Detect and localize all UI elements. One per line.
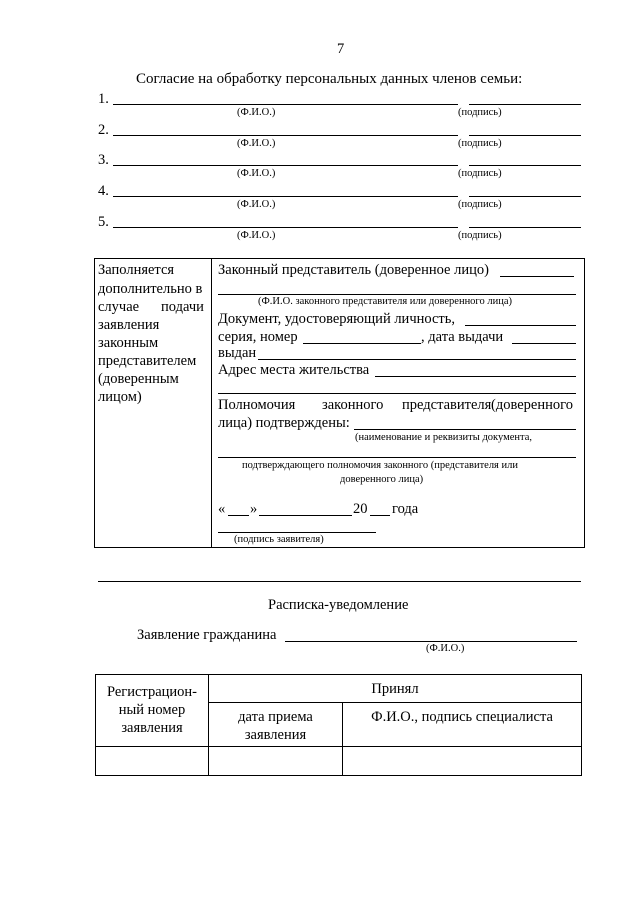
authority-word: представителя bbox=[402, 397, 492, 413]
signature-caption: (подпись) bbox=[458, 199, 502, 210]
signature-caption: (подпись) bbox=[458, 230, 502, 241]
name-caption: (Ф.И.О.) bbox=[237, 199, 276, 210]
signature-blank[interactable] bbox=[469, 165, 581, 166]
reg-number-header-line: заявления bbox=[121, 720, 183, 736]
accepted-header: Принял bbox=[371, 681, 419, 697]
issued-by-label: выдан bbox=[218, 345, 257, 361]
issue-date-blank[interactable] bbox=[512, 343, 576, 344]
date-close-quote: » bbox=[250, 501, 258, 517]
reg-number-header bbox=[96, 683, 208, 737]
signature-blank[interactable] bbox=[469, 196, 581, 197]
authority-caption-1: (наименование и реквизиты документа, bbox=[355, 432, 533, 443]
id-doc-blank[interactable] bbox=[465, 325, 576, 326]
legal-rep-blank[interactable] bbox=[500, 276, 574, 277]
row-number: 5. bbox=[98, 214, 109, 230]
authority-word: Полномочия bbox=[218, 397, 296, 413]
id-doc-label: Документ, удостоверяющий личность, bbox=[218, 311, 455, 327]
legal-rep-name-blank[interactable] bbox=[218, 294, 576, 295]
name-blank[interactable] bbox=[113, 227, 458, 228]
address-blank-2[interactable] bbox=[218, 393, 576, 394]
applicant-signature-caption: (подпись заявителя) bbox=[234, 534, 324, 545]
accept-date-header-line: дата приема bbox=[238, 709, 313, 725]
authority-caption-3: доверенного лица) bbox=[340, 474, 424, 485]
note-line: лицом) bbox=[98, 389, 142, 405]
row-number: 1. bbox=[98, 91, 109, 107]
reg-number-header-line: Регистрацион- bbox=[106, 684, 197, 700]
applicant-signature-blank[interactable] bbox=[218, 532, 376, 533]
consent-title: Согласие на обработку персональных данных членов семьи: bbox=[136, 71, 523, 87]
signature-blank[interactable] bbox=[469, 227, 581, 228]
reg-number-header-line: ный номер bbox=[118, 702, 186, 718]
issued-by-blank[interactable] bbox=[258, 359, 576, 360]
date-year-suffix: года bbox=[392, 501, 419, 517]
address-blank[interactable] bbox=[375, 376, 576, 377]
note-line: представителем bbox=[98, 353, 197, 369]
row-number: 2. bbox=[98, 122, 109, 138]
authority-word: (доверенного bbox=[491, 397, 573, 413]
name-blank[interactable] bbox=[113, 165, 458, 166]
applicant-name-blank[interactable] bbox=[285, 641, 577, 642]
specialist-cell[interactable] bbox=[343, 747, 581, 775]
accept-date-header bbox=[209, 708, 342, 744]
applicant-label: Заявление гражданина bbox=[137, 627, 277, 643]
date-year-prefix: 20 bbox=[353, 501, 368, 517]
name-blank[interactable] bbox=[113, 135, 458, 136]
applicant-caption: (Ф.И.О.) bbox=[426, 643, 465, 654]
receipt-title: Расписка-уведомление bbox=[268, 597, 409, 613]
name-blank[interactable] bbox=[113, 104, 458, 105]
signature-caption: (подпись) bbox=[458, 168, 502, 179]
accept-date-cell[interactable] bbox=[209, 747, 342, 775]
note-line: случае bbox=[98, 299, 140, 315]
date-month-blank[interactable] bbox=[259, 515, 352, 516]
reg-number-cell[interactable] bbox=[96, 747, 208, 775]
row-number: 3. bbox=[98, 152, 109, 168]
name-caption: (Ф.И.О.) bbox=[237, 168, 276, 179]
note-line: дополнительно в bbox=[98, 281, 203, 297]
date-open-quote: « bbox=[218, 501, 226, 517]
note-line: Заполняется bbox=[98, 262, 175, 278]
page-number: 7 bbox=[337, 41, 345, 57]
signature-blank[interactable] bbox=[469, 135, 581, 136]
note-line: подачи bbox=[161, 299, 204, 315]
section-separator bbox=[98, 581, 581, 582]
name-caption: (Ф.И.О.) bbox=[237, 107, 276, 118]
accept-date-header-line: заявления bbox=[244, 727, 307, 743]
issue-date-label: , дата выдачи bbox=[421, 329, 504, 345]
authority-caption-2: подтверждающего полномочия законного (представителя или bbox=[242, 460, 518, 471]
date-year-blank[interactable] bbox=[370, 515, 390, 516]
note-line: законным bbox=[98, 335, 159, 351]
series-number-blank[interactable] bbox=[303, 343, 421, 344]
date-day-blank[interactable] bbox=[228, 515, 249, 516]
signature-caption: (подпись) bbox=[458, 138, 502, 149]
note-line: заявления bbox=[98, 317, 160, 333]
signature-caption: (подпись) bbox=[458, 107, 502, 118]
row-number: 4. bbox=[98, 183, 109, 199]
address-label: Адрес места жительства bbox=[218, 362, 370, 378]
representative-table-divider bbox=[211, 258, 212, 548]
receipt-header-divider bbox=[208, 702, 582, 703]
signature-blank[interactable] bbox=[469, 104, 581, 105]
name-caption: (Ф.И.О.) bbox=[237, 230, 276, 241]
authority-blank[interactable] bbox=[354, 429, 576, 430]
authority-doc-blank[interactable] bbox=[218, 457, 576, 458]
authority-line2: лица) подтверждены: bbox=[218, 415, 350, 431]
legal-rep-label: Законный представитель (доверенное лицо) bbox=[218, 262, 489, 278]
series-number-label: серия, номер bbox=[218, 329, 298, 345]
name-blank[interactable] bbox=[113, 196, 458, 197]
note-line: (доверенным bbox=[98, 371, 179, 387]
authority-word: законного bbox=[322, 397, 384, 413]
specialist-header: Ф.И.О., подпись специалиста bbox=[371, 709, 553, 725]
legal-rep-caption: (Ф.И.О. законного представителя или доверенного лица) bbox=[258, 296, 512, 307]
name-caption: (Ф.И.О.) bbox=[237, 138, 276, 149]
